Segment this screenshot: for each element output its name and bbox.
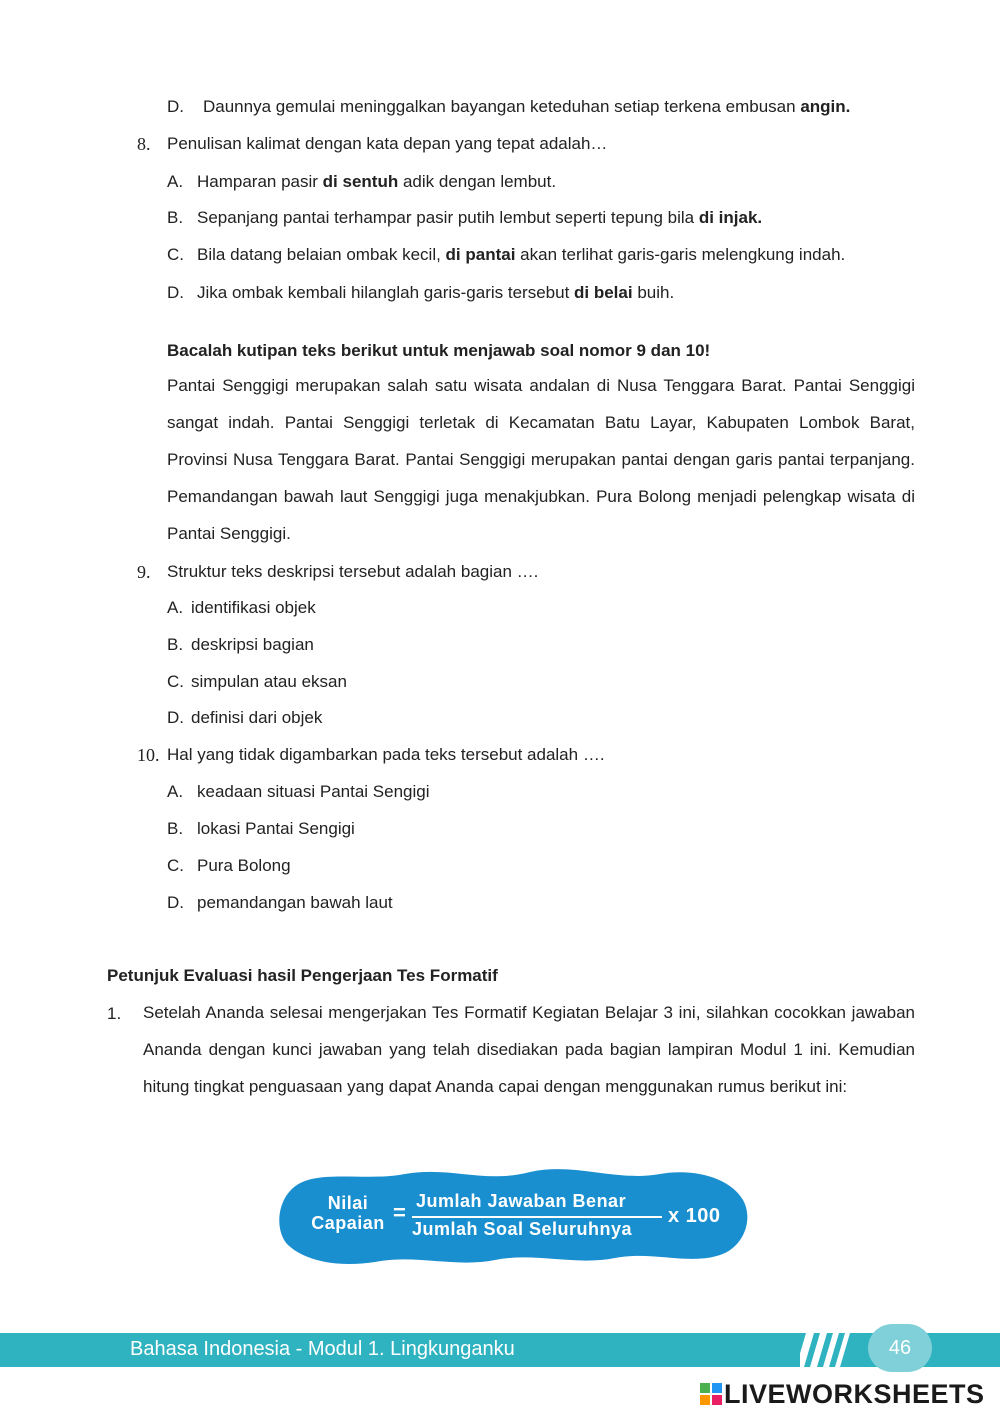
option-letter: C. [167,672,184,691]
option-letter: A. [167,598,184,617]
formula-denominator: Jumlah Soal Seluruhnya [412,1219,633,1239]
q10-question: Hal yang tidak digambarkan pada teks tersebut adalah …. [167,745,605,764]
formula-multiplier: x 100 [668,1205,721,1227]
q10-option-b [167,818,355,840]
option-bold-text: di pantai [445,245,516,264]
q9-number: 9. [137,562,151,582]
footer-title: Bahasa Indonesia - Modul 1. Lingkunganku [130,1338,515,1360]
formula-label-line2: Capaian [311,1213,385,1233]
option-letter: A. [167,172,184,191]
formula-equals: = [393,1200,406,1225]
q9-option-c [167,671,347,693]
q9-option-b [167,634,314,656]
option-bold-text: di belai [574,283,633,302]
option-text: pemandangan bawah laut [197,893,393,912]
option-letter: C. [167,245,184,264]
q10-number: 10. [137,745,160,765]
option-letter: D. [167,893,184,912]
option-bold-text: angin. [800,97,851,116]
option-text: definisi dari objek [191,708,323,727]
q8-option-a [167,171,556,193]
q10-option-d [167,892,393,914]
option-letter: B. [167,819,184,838]
evaluation-item-text: Setelah Ananda selesai mengerjakan Tes Formatif Kegiatan Belajar 3 ini, silahkan cocokkan jawaban Ananda dengan kunci jawaban yang telah disediakan pada bagian lampiran Modul 1 ini. Kemudian hitung tingkat penguasaan yang dapat Ananda capai dengan menggunakan rumus berikut ini: [143,1003,915,1096]
q8-option-d [167,282,674,304]
option-letter: D. [167,97,184,116]
option-letter: B. [167,208,184,227]
option-text: Pura Bolong [197,856,291,875]
q8-option-b [167,207,762,229]
option-letter: D. [167,283,184,302]
option-text: Hamparan pasir [197,172,323,191]
option-text: identifikasi objek [191,598,316,617]
q7-option-d [167,96,850,118]
option-text: Jika ombak kembali hilanglah garis-garis tersebut [197,283,575,302]
option-text: akan terlihat garis-garis melengkung indah. [515,245,846,264]
option-text: keadaan situasi Pantai Sengigi [197,782,430,801]
option-text: Daunnya gemulai meninggalkan bayangan keteduhan setiap terkena embusan [203,97,801,116]
option-text: Bila datang belaian ombak kecil, [197,245,446,264]
liveworksheets-grid-icon [700,1383,722,1405]
q10-option-a [167,781,430,803]
formula-numerator: Jumlah Jawaban Benar [416,1191,627,1211]
formula-fraction-bar [412,1216,662,1218]
reading-instruction: Bacalah kutipan teks berikut untuk menjawab soal nomor 9 dan 10! [167,341,711,360]
q8-option-c [167,244,845,266]
formula-box [275,1160,750,1270]
option-text: lokasi Pantai Sengigi [197,819,355,838]
page-number: 46 [868,1324,932,1372]
option-bold-text: di injak. [698,208,763,227]
q9-option-a [167,597,316,619]
option-letter: D. [167,708,184,727]
formula-label-line1: Nilai [327,1193,369,1213]
q9-question: Struktur teks deskripsi tersebut adalah bagian …. [167,562,539,581]
option-letter: C. [167,856,184,875]
q8-question: Penulisan kalimat dengan kata depan yang tepat adalah… [167,134,608,153]
evaluation-item-number: 1. [107,1004,122,1023]
evaluation-heading: Petunjuk Evaluasi hasil Pengerjaan Tes Formatif [107,966,498,985]
q9-option-d [167,707,322,729]
q10-option-c [167,855,291,877]
footer-stripes-decoration [800,1333,870,1367]
option-letter: B. [167,635,184,654]
option-text: buih. [632,283,675,302]
liveworksheets-brand-text: LIVEWORKSHEETS [724,1379,985,1409]
option-text: Sepanjang pantai terhampar pasir putih lembut seperti tepung bila [197,208,699,227]
option-text: adik dengan lembut. [398,172,557,191]
option-text: deskripsi bagian [191,635,314,654]
option-letter: A. [167,782,184,801]
q8-number: 8. [137,134,151,154]
reading-passage: Pantai Senggigi merupakan salah satu wisata andalan di Nusa Tenggara Barat. Pantai Senggigi sangat indah. Pantai Senggigi terletak di Kecamatan Batu Layar, Kabupaten Lombok Barat, Provinsi Nusa Tenggara Barat. Pantai Senggigi merupakan pantai dengan garis pantai terpanjang. Pemandangan bawah laut Senggigi juga menakjubkan. Pura Bolong menjadi pelengkap wisata di Pantai Senggigi. [167,376,915,543]
option-bold-text: di sentuh [322,172,399,191]
option-text: simpulan atau eksan [191,672,347,691]
